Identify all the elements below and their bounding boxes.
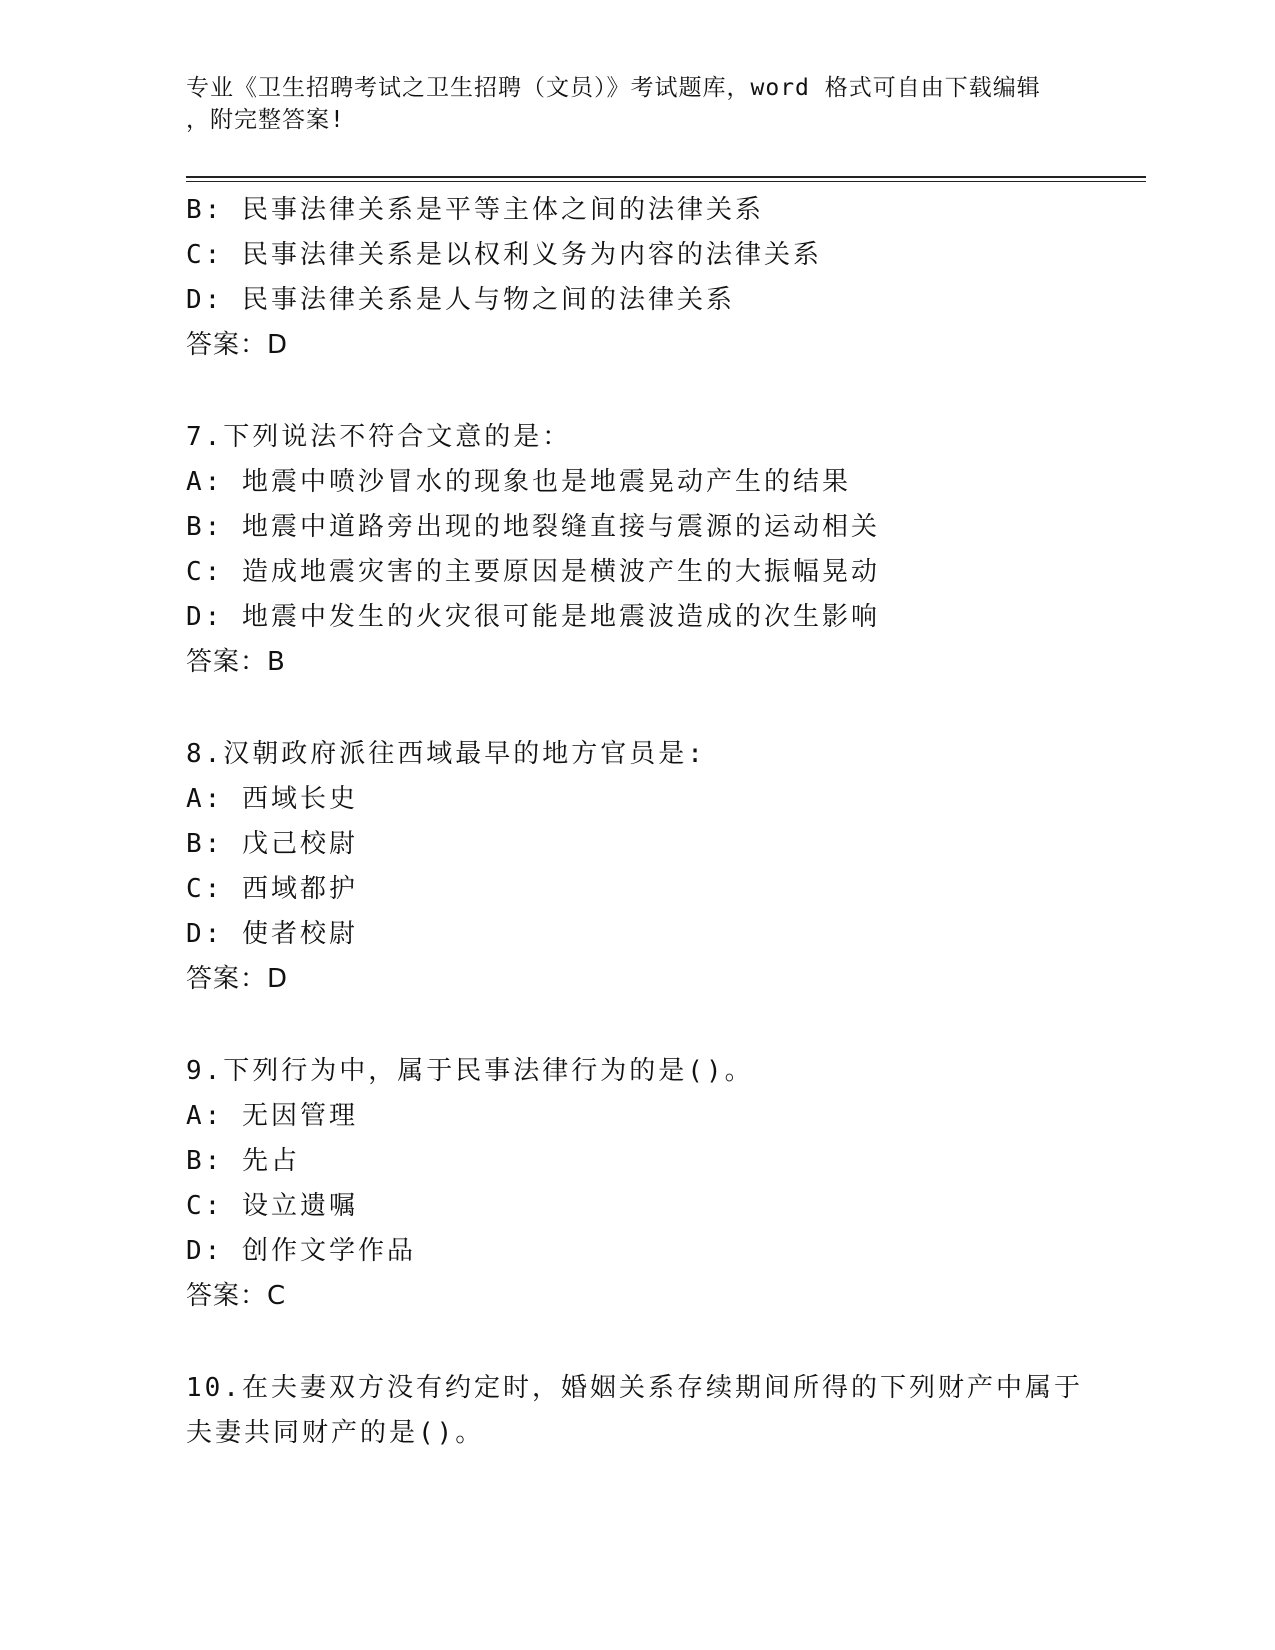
option-c: C: 设立遗嘱 bbox=[186, 1191, 358, 1221]
answer: 答案：D bbox=[186, 330, 289, 360]
option-d: D: 民事法律关系是人与物之间的法律关系 bbox=[186, 285, 735, 315]
question-text-line-1: 10.在夫妻双方没有约定时，婚姻关系存续期间所得的下列财产中属于 bbox=[186, 1373, 1083, 1403]
answer: 答案：C bbox=[186, 1281, 287, 1311]
question-text: 8.汉朝政府派往西域最早的地方官员是: bbox=[186, 739, 706, 769]
question-9 bbox=[186, 1049, 1146, 1319]
option-a: A: 无因管理 bbox=[186, 1101, 358, 1131]
option-b: B: 先占 bbox=[186, 1146, 300, 1176]
question-10 bbox=[186, 1366, 1146, 1456]
header-divider-thin bbox=[186, 181, 1146, 182]
question-text: 9.下列行为中，属于民事法律行为的是()。 bbox=[186, 1056, 754, 1086]
option-c: C: 民事法律关系是以权利义务为内容的法律关系 bbox=[186, 240, 822, 270]
option-d: D: 创作文学作品 bbox=[186, 1236, 416, 1266]
option-d: D: 地震中发生的火灾很可能是地震波造成的次生影响 bbox=[186, 602, 880, 632]
header-line-2: ，附完整答案! bbox=[186, 107, 345, 133]
question-list bbox=[186, 188, 1146, 1456]
option-b: B: 民事法律关系是平等主体之间的法律关系 bbox=[186, 195, 764, 225]
question-7 bbox=[186, 415, 1146, 685]
question-text: 7.下列说法不符合文意的是： bbox=[186, 422, 572, 452]
option-b: B: 地震中道路旁出现的地裂缝直接与震源的运动相关 bbox=[186, 512, 880, 542]
option-a: A: 西域长史 bbox=[186, 784, 358, 814]
option-b: B: 戊己校尉 bbox=[186, 829, 358, 859]
option-c: C: 造成地震灾害的主要原因是横波产生的大振幅晃动 bbox=[186, 557, 880, 587]
header-divider-thick bbox=[186, 176, 1146, 178]
answer: 答案：D bbox=[186, 964, 289, 994]
question-6 bbox=[186, 188, 1146, 368]
spacer bbox=[186, 1319, 1146, 1366]
question-text-line-2: 夫妻共同财产的是()。 bbox=[186, 1418, 485, 1448]
document-header bbox=[186, 72, 1066, 136]
header-line-1: 专业《卫生招聘考试之卫生招聘（文员）》考试题库，word 格式可自由下载编辑 bbox=[186, 75, 1041, 101]
option-c: C: 西域都护 bbox=[186, 874, 358, 904]
option-d: D: 使者校尉 bbox=[186, 919, 358, 949]
spacer bbox=[186, 1002, 1146, 1049]
spacer bbox=[186, 368, 1146, 415]
spacer bbox=[186, 685, 1146, 732]
answer: 答案：B bbox=[186, 647, 286, 677]
question-8 bbox=[186, 732, 1146, 1002]
option-a: A: 地震中喷沙冒水的现象也是地震晃动产生的结果 bbox=[186, 467, 851, 497]
